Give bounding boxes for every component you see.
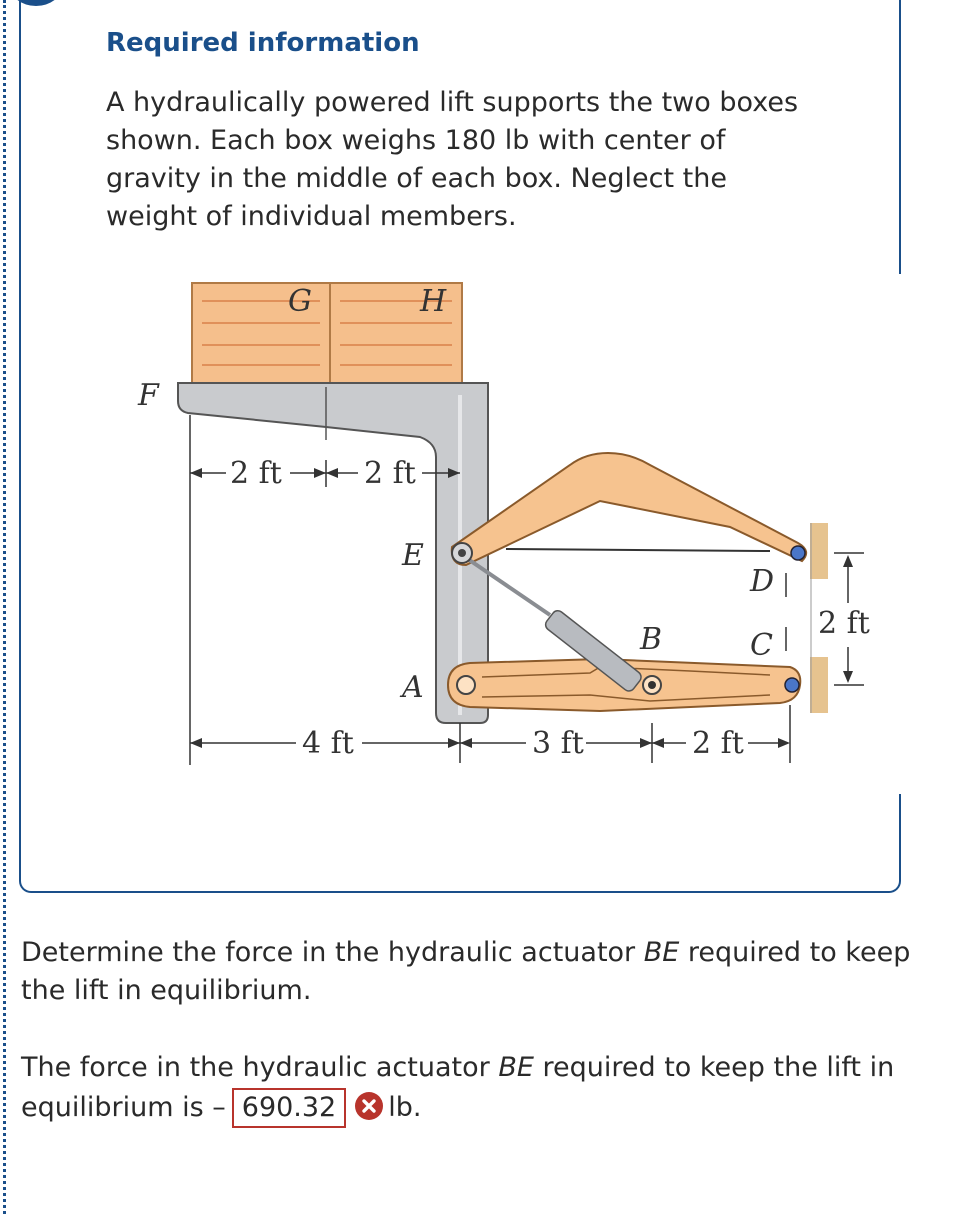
dim-4ft: 4 ft — [302, 726, 354, 761]
dim-2ft-mid: 2 ft — [364, 456, 416, 491]
pin-a — [457, 676, 475, 694]
label-h: H — [420, 284, 447, 319]
problem-statement: A hydraulically powered lift supports the two boxes shown. Each box weighs 180 lb with center of gravity in the middle of each box. Neglect the weight of individual members. — [106, 87, 799, 232]
label-f: F — [138, 378, 159, 413]
panel-border-gap — [880, 274, 920, 794]
required-information-title: Required information — [106, 28, 420, 58]
dim-2ft-left: 2 ft — [230, 456, 282, 491]
incorrect-x-icon — [354, 1091, 384, 1133]
label-d: D — [750, 564, 775, 599]
label-c: C — [750, 628, 773, 663]
lift-platform — [178, 383, 488, 723]
answer-input[interactable]: 690.32 — [232, 1088, 346, 1128]
question-variable-be: BE — [643, 937, 680, 968]
hydraulic-lift-figure — [130, 265, 880, 785]
wall-support-upper — [810, 523, 828, 579]
pin-c — [785, 678, 799, 692]
answer-variable-be: BE — [498, 1052, 534, 1083]
wall-support-lower — [810, 657, 828, 713]
label-a: A — [402, 670, 424, 705]
dim-2ft-right: 2 ft — [692, 726, 744, 761]
label-g: G — [288, 284, 312, 319]
dim-3ft: 3 ft — [532, 726, 584, 761]
left-dotted-rule — [3, 0, 6, 1214]
pin-d — [791, 546, 805, 560]
member-ed — [452, 453, 806, 565]
label-b: B — [640, 622, 663, 657]
answer-statement: The force in the hydraulic actuator BE required to keep the lift in equilibrium is – 690.32 lb. — [21, 1048, 941, 1133]
question-text: Determine the force in the hydraulic actuator BE required to keep the lift in equilibrium. — [21, 937, 911, 1006]
answer-unit: lb. — [388, 1092, 422, 1123]
dim-2ft-vertical: 2 ft — [818, 606, 870, 641]
label-e: E — [402, 538, 424, 573]
